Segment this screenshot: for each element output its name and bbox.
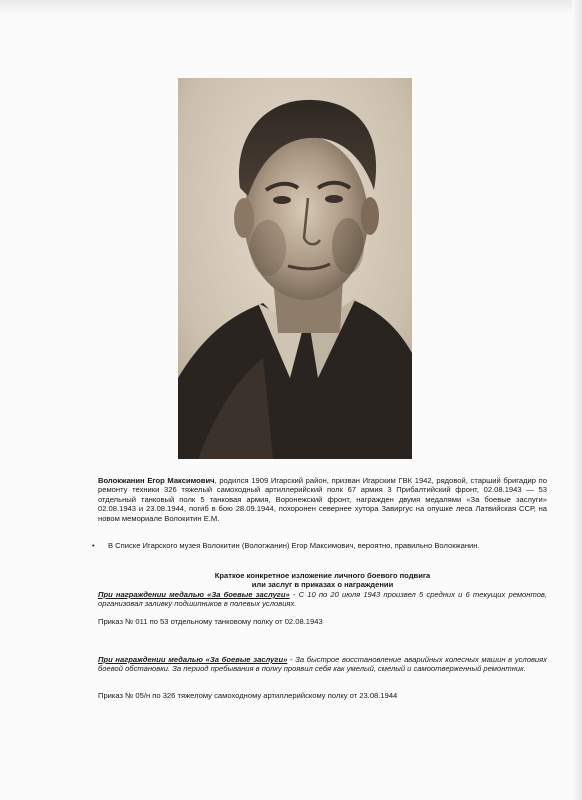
section-heading <box>98 571 547 590</box>
scan-edge-right <box>572 0 582 800</box>
museum-note <box>92 541 542 550</box>
bullet-icon: • <box>92 541 95 550</box>
museum-note-text: В Списке Игарского музея Волокитин (Вологжанин) Егор Максимович, вероятно, правильно Волокжанин. <box>108 541 480 550</box>
person-name: Волокжанин Егор Максимович <box>98 476 215 485</box>
award-2-order: Приказ № 05/н по 326 тяжелому самоходному артиллерийскому полку от 23.08.1944 <box>98 691 398 700</box>
scan-edge-top <box>0 0 582 14</box>
section-heading-line-1: Краткое конкретное изложение личного боевого подвига <box>214 571 431 580</box>
award-2-text: - За быстрое восстановление аварийных колесных машин в условиях боевой обстановки. За период пребывания в полку проявил себя как умелый, смелый и самоотверженный ремонтник. <box>98 655 547 674</box>
biography-paragraph <box>98 476 547 523</box>
award-1-lead: При награждении медалью «За боевые заслуги» <box>98 590 290 599</box>
award-2-lead: При награждении медалью «За боевые заслуги» <box>98 655 288 664</box>
biography-text: , родился 1909 Игарский район, призван Игарским ГВК 1942, рядовой, старший бригадир по ремонту техники 326 тяжелый самоходный артиллерийский полк 67 армия 3 Прибалтийский фронт, 02.08.1943 — 53 отдельный танковый полк 5 танковая армия, Воронежский фронт, награжден двумя медалями «За боевые заслуги» 02.08.1943 и 23.08.1944, погиб в бою 28.09.1944, похоронен севернее хутора Завиргус на опушке леса Латвийская ССР, на новом мемориале Волокитин Е.М. <box>98 476 547 523</box>
portrait-photo <box>178 78 412 459</box>
section-heading-line-2: или заслуг в приказах о награждении <box>251 580 394 590</box>
award-1-text: - С 10 по 20 июля 1943 произвел 5 средних и 6 текущих ремонтов, организовал заливку подшипников в полевых условиях. <box>98 590 547 609</box>
award-1-order: Приказ № 011 по 53 отдельному танковому полку от 02.08.1943 <box>98 617 323 626</box>
award-entry-1 <box>98 590 547 609</box>
award-entry-2 <box>98 655 547 674</box>
